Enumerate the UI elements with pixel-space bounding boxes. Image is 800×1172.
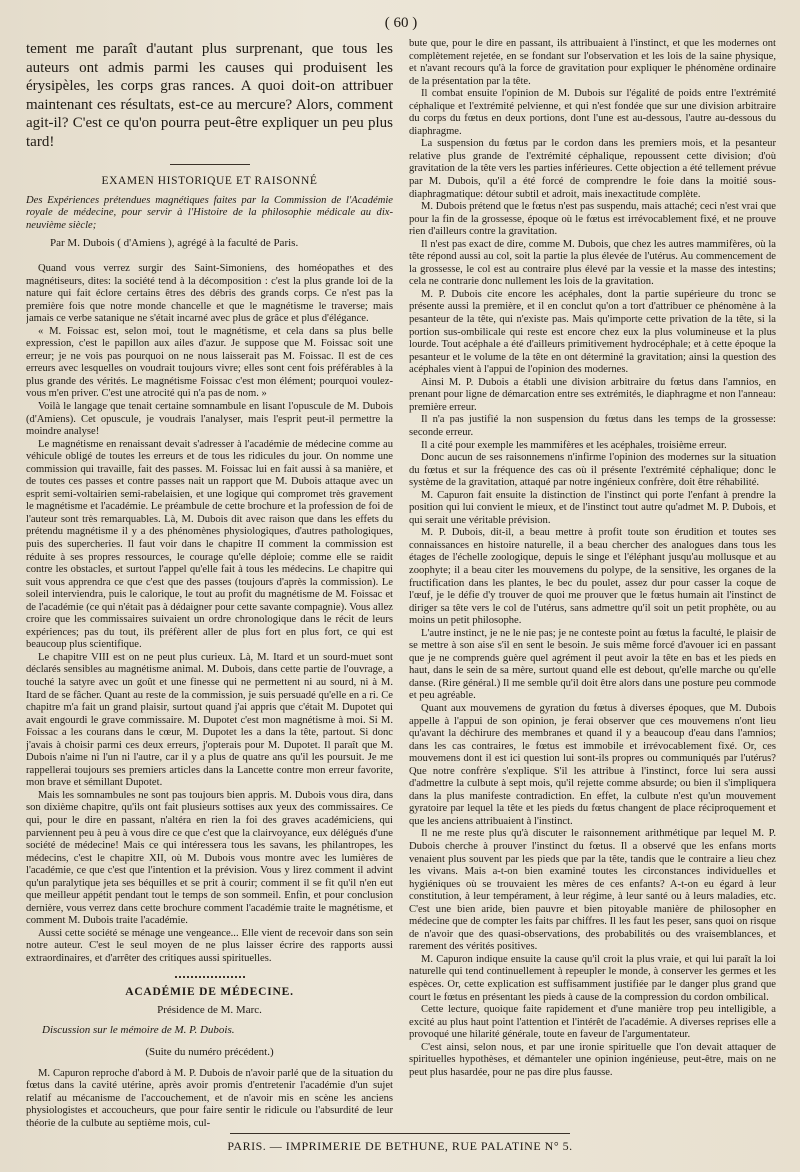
- article-paragraph: M. Dubois prétend que le fœtus n'est pas suspendu, mais attaché; ceci n'est vrai que pour la fin de la grossesse, époque où le fœtus est irrévocablement fixé, et ne prouve rien d'ailleurs contre la gravitation.: [409, 201, 776, 238]
- article-paragraph: Voilà le langage que tenait certaine somnambule en lisant l'opuscule de M. Dubois (d'Amiens). Cet opuscule, je voudrais l'analyser, mais l'esprit peut-il permettre la moindre analyse!: [26, 400, 393, 438]
- article-paragraph: M. Capuron reproche d'abord à M. P. Dubois de n'avoir parlé que de la situation du fœtus dans la cavité utérine, après avoir promis d'entretenir l'académie d'un sujet relatif au mécanisme de l'accouchement, et de n'avoir mis en scène les anciens physiologistes et accoucheurs, que pour faire sentir le ridicule ou l'absurdité de leur théorie de la culbute au septième mois, cul-: [26, 1067, 393, 1129]
- article-paragraph: Il n'est pas exact de dire, comme M. Dubois, que chez les autres mammifères, où la tête répond aussi au col, soit la partie la plus élevée de l'utérus. Au commencement de la grossesse, le col est au contraire plus élevé par la vessie et la masse des intestins; cela ne contrarie donc nullement les lois de la gravitation.: [409, 238, 776, 288]
- text-columns: [26, 38, 776, 1138]
- footer-divider: [230, 1133, 570, 1134]
- article-paragraph: M. Capuron fait ensuite la distinction de l'instinct qui porte l'enfant à prendre la position qui lui convient le mieux, et de l'instinct tout autre qu'admet M. P. Dubois, et qui serait une véritable prévision.: [409, 489, 776, 526]
- article-paragraph: C'est ainsi, selon nous, et par une ironie spirituelle que l'on devait attaquer de spirituelles hypothèses, et démanteler une opinion ingénieuse, peut-être, mais on ne peut plus hasardée, pour ne pas dire plus fausse.: [409, 1041, 776, 1078]
- article-paragraph: Quand vous verrez surgir des Saint-Simoniens, des homéopathes et des magnétiseurs, dites: la société tend à la décomposition : c'est la plus grande loi de la nature qui fait éclore certains êtres des débris des grands corps. Ce n'est pas la première fois que notre monde chancelle et que le magnétisme le traverse; mais jamais ce verbe satanique ne s'était incarné avec plus de grâce et plus d'élégance.: [26, 262, 393, 325]
- section-divider: [170, 164, 250, 165]
- article-paragraph: M. Capuron indique ensuite la cause qu'il croit la plus vraie, et qui lui paraît la loi naturelle qui tend continuellement à repeupler le monde, à conserver les germes et les espèces. Or, cette explication est suffisamment justifiée par le danger plus grand que court le fœtus en présentant les pieds à cause de la compression du cordon ombilical.: [409, 953, 776, 1003]
- right-column: [409, 38, 776, 1138]
- presidency-line: Présidence de M. Marc.: [157, 1003, 262, 1016]
- article-paragraph: bute que, pour le dire en passant, ils attribuaient à l'instinct, et que les modernes ont complètement rejetée, en se fondant sur l'observation et les lois de la saine physique, et n'avant recours qu'à la force de gravitation pour expliquer le phénomène ordinaire de la présentation par la tête.: [409, 38, 776, 87]
- section-title: EXAMEN HISTORIQUE ET RAISONNÉ: [101, 174, 318, 187]
- lead-paragraph: tement me paraît d'autant plus surprenant, que tous les auteurs ont admis parmi les causes qui produisent les érysipèles, les corps gras rances. A quoi doit-on attribuer maintenant ces résultats, est-ce au mercure? Alors, comment agit-il? C'est ce qu'on pourra peut-être expliquer un peu plus tard!: [26, 41, 393, 150]
- article-paragraph: Ainsi M. P. Dubois a établi une division arbitraire du fœtus dans l'amnios, en prenant pour ligne de démarcation entre ses extrémités, le diaphragme et non l'anneau: première erreur.: [409, 376, 776, 413]
- article-author: Par M. Dubois ( d'Amiens ), agrégé à la faculté de Paris.: [50, 236, 299, 249]
- article-paragraph: Mais les somnambules ne sont pas toujours bien appris. M. Dubois vous dira, dans son dixième chapitre, qu'ils ont fait plusieurs sottises aux yeux des commissaires. Ce qui, pour le dire en passant, n'altéra en rien la foi des graves académiciens, qui parviennent peu à peu à vous dire ce que c'est que la clairvoyance, eux délégués d'une société de médecine! Mais ce qui intéressera tous les savans, les philantropes, les médecins, c'est le chapitre XII, où M. Dubois vous montre avec les lumières de l'académie, ce que c'est que l'intention et la prévision. Vous y lirez comment il advint qu'un paralytique jeta ses béquilles et se prit à courir; comment il se fit qu'il n'en eut que meilleur appétit pendant tout le temps de son sommeil. Enfin, et pour conclusion dernière, vous verrez dans cette brochure comment l'académie traite le magnétisme, et comment M. Dubois traite l'académie.: [26, 789, 393, 927]
- article-paragraph: Quant aux mouvemens de gyration du fœtus à diverses époques, que M. Dubois appelle à l'appui de son opinion, je ferai observer que ces mouvemens n'ont lieu qu'avant la déchirure des membranes et quand il y a beaucoup d'eau dans l'amnios; dans les cas contraires, le fœtus est immobile et irrévocablement fixé. Or, ces mouvemens dont il est ici question lui sont-ils propres ou communiqués par l'utérus? Que notre confrère s'explique. S'il les attribue à l'instinct, force lui sera aussi d'admettre la culbute à sept mois, qu'il rejette comme absurde; ou bien il s'impliquera dans la plus manifeste contradiction. En effet, la culbute n'est qu'un mouvement gyratoire par lequel la tête et les pieds du fœtus changent de place réciproquement et que les anciens attribuaient à l'instinct.: [409, 702, 776, 827]
- article-paragraph: L'autre instinct, je ne le nie pas; je ne conteste point au fœtus la faculté, le plaisir de se mettre à son aise s'il en sent le besoin. Je suis même forcé d'avouer ici en passant que je ne comprends guère quel agrément il peut avoir la tête en bas et les pieds en haut, dans le sein de sa mère, surtout quand elle est debout, qu'elle marche ou qu'elle danse. (Rire général.) Il me semble qu'il doit être alors dans une posture peu commode et peu agréable.: [409, 627, 776, 702]
- article-paragraph: La suspension du fœtus par le cordon dans les premiers mois, et la pesanteur relative plus grande de l'extrémité céphalique, repoussent cette division; d'où gravitation de la tête vers les parties inférieures. Cette objection a été tellement prévue par M. Dubois, qu'il a été forcé de comprendre le foie dans la moitié sous-diaphragmatique: détour subtil et adroit, mais inexactitude complète.: [409, 138, 776, 200]
- discussion-title: Discussion sur le mémoire de M. P. Dubois.: [42, 1023, 235, 1036]
- printer-imprint: PARIS. — IMPRIMERIE DE BETHUNE, RUE PALATINE N° 5.: [227, 1139, 573, 1153]
- article-paragraph: M. P. Dubois cite encore les acéphales, dont la partie supérieure du tronc se présente aussi la première, et il en conclut qu'on a tort d'attribuer ce phénomène à la pesanteur de la tête, qui n'existe pas. Mais qu'importe cette privation de la tête, si la portion sus-ombilicale qui reste est encore chez eux la plus volumineuse et la plus lourde. Tout acéphale a été d'ailleurs primitivement hydrocéphale; et à cette époque la pesanteur et le volume de la tête en ont déterminé la gravitation; ainsi la question des acéphales vient à l'appui de l'opinion des modernes.: [409, 288, 776, 376]
- article-paragraph: Le chapitre VIII est on ne peut plus curieux. Là, M. Itard et un sourd-muet sont déclarés sensibles au magnétisme animal. M. Dubois, dans cette partie de l'ouvrage, a touché la satyre avec un goût et une finesse qui ne permettent ni au sourd, ni à M. Itard de se fâcher. Quant au reste de la commission, je suis persuadé qu'elle en a ri. Ce chapitre m'a fait un grand plaisir, surtout quand j'ai appris que c'était M. Dupotet qui avait engourdi le grave commissaire. M. Dupotet c'est mon magnétisme à moi. Si M. Foissac a les courans dans le cœur, M. Dupotet les a dans la tête, partout. Si donc j'avais à choisir parmi ces deux erreurs, j'opterais pour M. Dupotet. Il paraît que M. Dubois n'aime ni l'un ni l'autre, car il y a plus de quatre ans qu'il les poursuit. Je me rappellerai toujours ses premiers articles dans la Lancette contre mon erreur favorite, mon brave et sémillant Dupotet.: [26, 651, 393, 789]
- academy-divider: [175, 976, 245, 978]
- article-paragraph: Le magnétisme en renaissant devait s'adresser à l'académie de médecine comme au véhicule obligé de toutes les erreurs et de tous les ridicules du jour. On nomme une commission qui travaille, fait des passes. M. Foissac lui en fait aussi à sa manière, et de toutes ces passes et contre passes nait un rapport que M. Dubois attaque avec un esprit semi-voltairien semi-rabelaisien, et une logique qui compromet très gravement le magnétisme et l'académie. Le préambule de cette brochure et la profession de foi de l'auteur sont très remarquables. Là, M. Dubois dit avec raison que dans les effets du prétendu magnétisme il y a des phénomènes physiologiques, d'autres pathologiques, puis des supercheries. Il faut voir dans le chapitre II comment la commission est réduite à ses propres ressources, le courage qu'elle déploie; comme elle se raidit contre les obstacles, et surtout l'appel qu'elle fait à tous les médecins. Le chapitre qui suit vous apprendra ce que c'est que des passes (toujours d'après la commission). Le soleil interviendra, puis le calorique, le tout au profit du magnétisme de M. Foissac et de l'académie (ce qui n'était pas à dédaigner pour cette savante compagnie). Vous allez croire que les commissaires suivaient un ordre chronologique dans le récit de leurs expériences; pas du tout, ils préfèrent aller de plus fort en plus fort, ce qui est beaucoup plus scientifique.: [26, 438, 393, 651]
- article-paragraph: Il n'a pas justifié la non suspension du fœtus dans les temps de la grossesse: seconde erreur.: [409, 414, 776, 438]
- article-paragraph: M. P. Dubois, dit-il, a beau mettre à profit toute son érudition et toutes ses connaissances en histoire naturelle, il a beau chercher des analogues dans tous les étages de l'échelle zoologique, depuis le singe et l'éléphant jusqu'au mollusque et au zoophyte; il a beau citer les mouvemens du polype, de la sensitive, les organes de la fructification dans les plantes, le bec du poulet, assez dur pour casser la coque de l'œuf, je le défie d'y trouver de quoi me prouver que le fœtus humain ait l'instinct de diriger sa tête vers le col de l'utérus, sans admettre qu'il soit un petit prophète, ou au moins un petit philosophe.: [409, 527, 776, 627]
- article-paragraph: Il combat ensuite l'opinion de M. Dubois sur l'égalité de poids entre l'extrémité céphalique et l'extrémité pelvienne, et qui n'est fondée que sur une division arbitraire du corps du fœtus en deux portions, dont l'une est au-dessous, l'autre au-dessous du diaphragme.: [409, 88, 776, 137]
- continued-note: (Suite du numéro précédent.): [145, 1045, 274, 1058]
- page-number: ( 60 ): [384, 15, 418, 31]
- article-paragraph: Il ne me reste plus qu'à discuter le raisonnement arithmétique par lequel M. P. Dubois cherche à prouver l'instinct du fœtus. Il a observé que les enfans morts venaient plus souvent par les pieds que par la tête, tandis que le contraire a lieu chez les vivans. Mais a-t-on bien examiné toutes les circonstances individuelles et hygiéniques où se trouvaient les mères de ces enfants? A-t-on eu égard à leur constitution, à leur tempérament, à leur régime, à leur santé ou à leurs maladies, etc. C'est une bien aride, bien pauvre et bien pitoyable manière de philosopher en médecine que de compter les faits par chiffres. Il les faut les peser, sans quoi on risque de n'avoir que des quasi-observations, des probabilités ou des vraisemblances, et rarement des vérités positives.: [409, 828, 776, 953]
- left-column: [26, 38, 393, 1138]
- article-subtitle: Des Expériences prétendues magnétiques faites par la Commission de l'Académie royale de médecine, pour servir à l'Histoire de la philosophie médicale au dix-neuvième siècle;: [26, 194, 393, 232]
- article-paragraph: Cette lecture, quoique faite rapidement et d'une manière trop peu intelligible, a excité au plus haut point l'attention et l'intérêt de l'académie. A diverses reprises elle a provoqué une hilarité générale, toute en faveur de l'argumentateur.: [409, 1004, 776, 1041]
- academy-title: ACADÉMIE DE MÉDECINE.: [125, 985, 294, 998]
- article-paragraph: Aussi cette société se ménage une vengeance... Elle vient de recevoir dans son sein notre auteur. C'est le seul moyen de ne plus laisser écrire des rapports aussi extraordinaires, et d'arrêter des critiques aussi spirituelles.: [26, 927, 393, 965]
- article-paragraph: Il a cité pour exemple les mammifères et les acéphales, troisième erreur.: [421, 439, 727, 451]
- article-paragraph: Donc aucun de ses raisonnemens n'infirme l'opinion des modernes sur la situation du fœtus et sur la fréquence des cas où il présente l'extrémité céphalique; donc le système de la gravitation, attaqué par notre ingénieux confrère, doit être réhabilité.: [409, 452, 776, 489]
- article-paragraph: « M. Foissac est, selon moi, tout le magnétisme, et cela dans sa plus belle expression, c'est le papillon aux ailes d'azur. Je suppose que M. Foissac soit une erreur; je ne vois pas pourquoi on ne nous laisserait pas M. Foissac. Il est de ces erreurs avec lesquelles on voudrait toujours vivre; elles sont cent fois préférables à la plus grande des vérités. Le magnétisme Foissac c'est mon élément; pourquoi voulez-vous m'en priver. C'est une atrocité qui n'a pas de nom. »: [26, 325, 393, 400]
